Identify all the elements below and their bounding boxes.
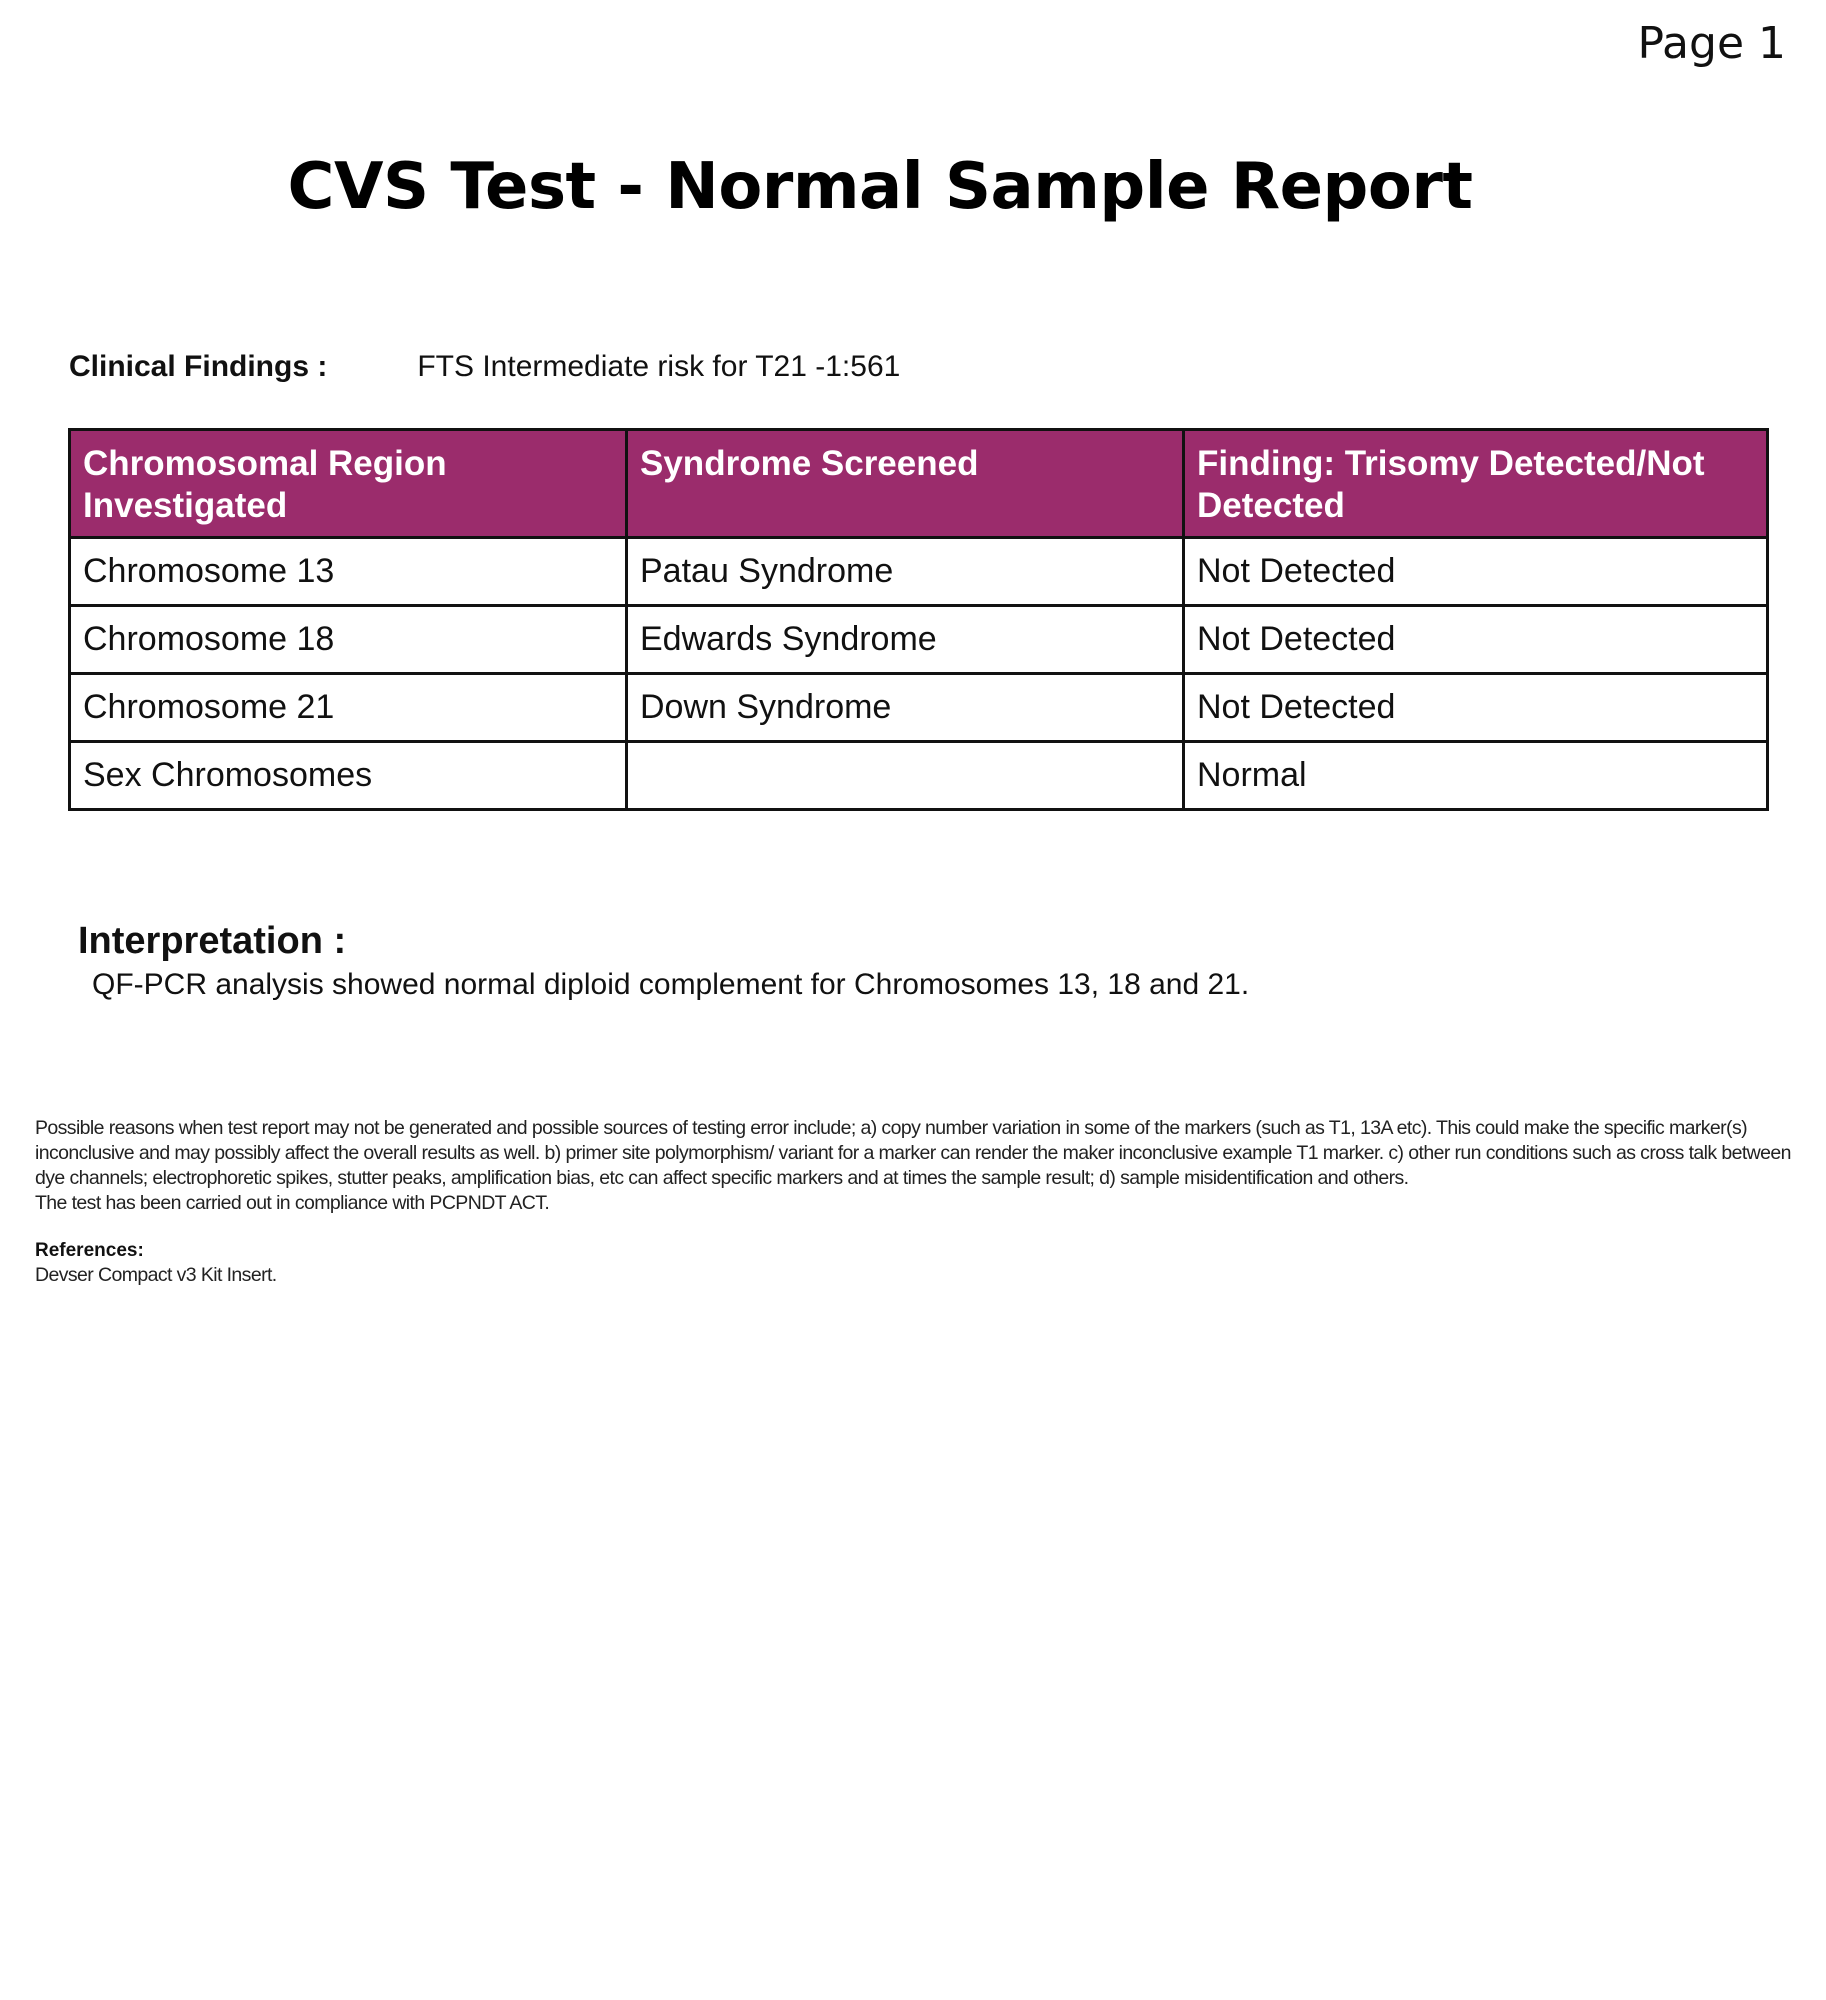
cell-finding: Not Detected bbox=[1184, 538, 1768, 606]
cell-syndrome: Edwards Syndrome bbox=[627, 606, 1184, 674]
interpretation-text: QF-PCR analysis showed normal diploid complement for Chromosomes 13, 18 and 21. bbox=[92, 968, 1250, 1001]
interpretation-heading: Interpretation : bbox=[78, 920, 347, 962]
cell-finding: Normal bbox=[1184, 742, 1768, 810]
references-heading: References: bbox=[35, 1240, 144, 1261]
cell-syndrome bbox=[627, 742, 1184, 810]
column-header-finding: Finding: Trisomy Detected/Not Detected bbox=[1184, 430, 1768, 538]
cell-region: Chromosome 13 bbox=[70, 538, 627, 606]
clinical-findings-value: FTS Intermediate risk for T21 -1:561 bbox=[417, 350, 901, 383]
table-row bbox=[70, 606, 1768, 674]
cell-region: Chromosome 21 bbox=[70, 674, 627, 742]
page-number: Page 1 bbox=[1637, 18, 1786, 69]
disclaimer-paragraph: Possible reasons when test report may not be generated and possible sources of testing error include; a) copy number variation in some of the markers (such as T1, 13A etc). This could make the specific marker(s) inconclusive and may possibly affect the overall results as well. b) primer site polymorphism/ variant for a marker can render the maker inconclusive example T1 marker. c) other run conditions such as cross talk between dye channels; electrophoretic spikes, stutter peaks, amplification bias, etc can affect specific markers and at times the sample result; d) sample misidentification and others. bbox=[35, 1117, 1791, 1189]
table-header-row bbox=[70, 430, 1768, 538]
compliance-statement: The test has been carried out in compliance with PCPNDT ACT. bbox=[35, 1192, 550, 1214]
cell-syndrome: Down Syndrome bbox=[627, 674, 1184, 742]
table-row bbox=[70, 674, 1768, 742]
cell-syndrome: Patau Syndrome bbox=[627, 538, 1184, 606]
column-header-region: Chromosomal Region Investigated bbox=[70, 430, 627, 538]
table-row bbox=[70, 538, 1768, 606]
reference-item: Devser Compact v3 Kit Insert. bbox=[35, 1264, 277, 1286]
column-header-syndrome: Syndrome Screened bbox=[627, 430, 1184, 538]
cell-finding: Not Detected bbox=[1184, 606, 1768, 674]
cell-finding: Not Detected bbox=[1184, 674, 1768, 742]
disclaimer bbox=[35, 1116, 1805, 1216]
cell-region: Sex Chromosomes bbox=[70, 742, 627, 810]
clinical-findings-label: Clinical Findings : bbox=[69, 350, 328, 383]
table-row bbox=[70, 742, 1768, 810]
cell-region: Chromosome 18 bbox=[70, 606, 627, 674]
report-title: CVS Test - Normal Sample Report bbox=[287, 150, 1473, 224]
results-table bbox=[68, 428, 1769, 811]
clinical-findings bbox=[69, 350, 900, 384]
